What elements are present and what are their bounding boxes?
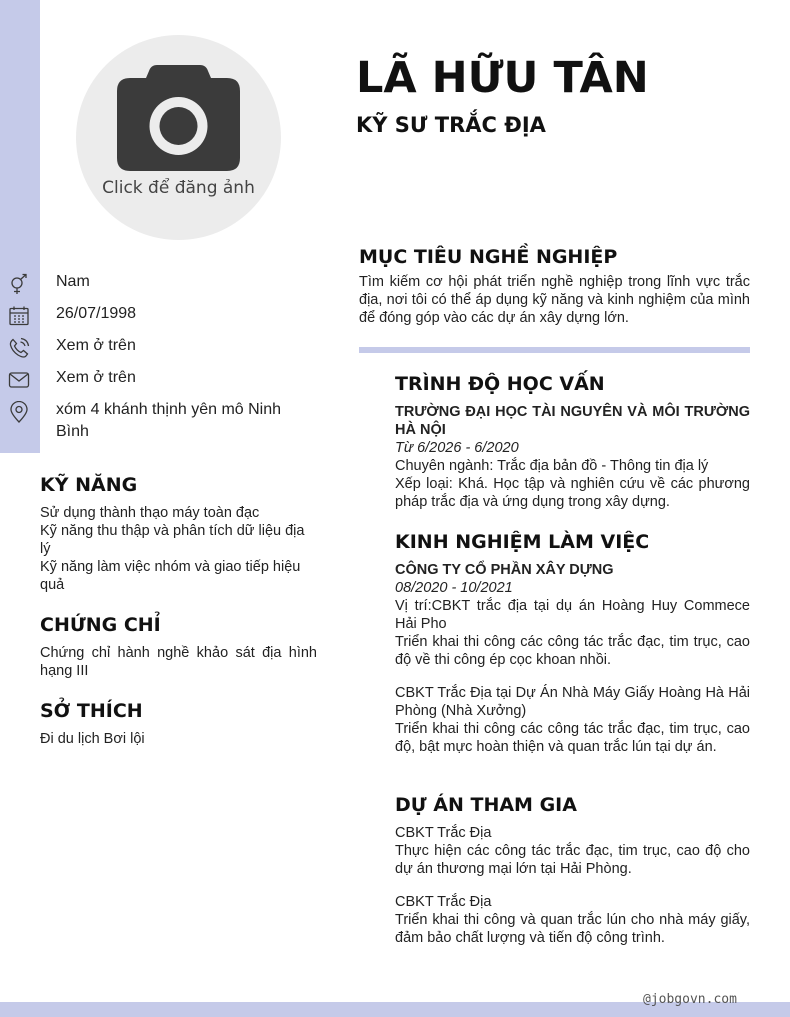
hobbies-title: SỞ THÍCH <box>40 700 143 722</box>
avatar-upload[interactable] <box>76 35 281 240</box>
experience-title: KINH NGHIỆM LÀM VIỆC <box>395 531 650 553</box>
hobbies-text: Đi du lịch Bơi lội <box>40 731 145 747</box>
objective-title: MỤC TIÊU NGHỀ NGHIỆP <box>359 246 618 268</box>
mail-icon <box>8 369 30 391</box>
experience-company: CÔNG TY CỔ PHẦN XÂY DỰNG <box>395 562 614 578</box>
skills-title: KỸ NĂNG <box>40 474 138 496</box>
avatar-caption: Click để đăng ảnh <box>102 178 255 198</box>
experience-block <box>395 561 750 756</box>
gender-value: Nam <box>56 273 90 290</box>
education-rank: Xếp loại: Khá. Học tập và nghiên cứu về các phương pháp trắc địa và ứng dụng trong xây dựng. <box>395 476 750 510</box>
experience-desc: Triển khai thi công các công tác trắc đạc, tim trục, cao độ, bật mực hoàn thiện và quan trắc lún tại dự án. <box>395 721 750 755</box>
watermark: @jobgovn.com <box>643 992 737 1007</box>
certificates-title: CHỨNG CHỈ <box>40 614 161 636</box>
education-period: Từ 6/2026 - 6/2020 <box>395 440 519 456</box>
calendar-icon <box>8 305 30 327</box>
projects-block <box>395 824 750 947</box>
project-role: CBKT Trắc Địa <box>395 894 492 910</box>
phone-value: Xem ở trên <box>56 337 136 354</box>
skill-item: Sử dụng thành thạo máy toàn đạc <box>40 505 260 521</box>
candidate-name: LÃ HỮU TÂN <box>356 53 649 103</box>
location-icon <box>8 401 30 423</box>
email-value: Xem ở trên <box>56 369 136 386</box>
skill-item: Kỹ năng thu thập và phân tích dữ liệu địa lý <box>40 523 305 557</box>
project-desc: Thực hiện các công tác trắc đạc, tim trục, cao độ cho dự án thương mại lớn tại Hải Phòng. <box>395 843 750 877</box>
education-title: TRÌNH ĐỘ HỌC VẤN <box>395 373 605 395</box>
education-major: Chuyên ngành: Trắc địa bản đồ - Thông tin địa lý <box>395 458 709 474</box>
gender-icon <box>8 273 30 295</box>
birthday-value: 26/07/1998 <box>56 305 137 322</box>
project-desc: Triển khai thi công và quan trắc lún cho nhà máy giấy, đảm bảo chất lượng và tiến độ công trình. <box>395 912 750 946</box>
projects-title: DỰ ÁN THAM GIA <box>395 794 577 816</box>
certificates-text: Chứng chỉ hành nghề khảo sát địa hình hạng III <box>40 645 317 679</box>
experience-role: Vị trí:CBKT trắc địa tại dụ án Hoàng Huy Commece Hải Pho <box>395 598 750 632</box>
phone-icon <box>8 337 30 359</box>
experience-desc: Triển khai thi công các công tác trắc đạc, tim trục, cao độ về thi công ép cọc khoan nhồi. <box>395 634 750 668</box>
camera-icon <box>117 65 240 171</box>
education-school: TRƯỜNG ĐẠI HỌC TÀI NGUYÊN VÀ MÔI TRƯỜNG HÀ NỘI <box>395 404 750 438</box>
address-value: xóm 4 khánh thịnh yên mô Ninh Bình <box>56 401 282 440</box>
section-divider <box>359 347 750 353</box>
experience-period: 08/2020 - 10/2021 <box>395 580 513 596</box>
education-block <box>395 403 750 511</box>
job-title: KỸ SƯ TRẮC ĐỊA <box>356 113 546 137</box>
project-role: CBKT Trắc Địa <box>395 825 492 841</box>
objective-text: Tìm kiếm cơ hội phát triển nghề nghiệp trong lĩnh vực trắc địa, nơi tôi có thể áp dụng kỹ năng và kinh nghiệm của mình để đóng góp vào các dự án xây dựng lớn. <box>359 274 750 326</box>
experience-role: CBKT Trắc Địa tại Dự Án Nhà Máy Giấy Hoàng Hà Hải Phòng (Nhà Xưởng) <box>395 685 750 719</box>
skills-list <box>40 504 317 594</box>
skill-item: Kỹ năng làm việc nhóm và giao tiếp hiệu quả <box>40 559 301 593</box>
